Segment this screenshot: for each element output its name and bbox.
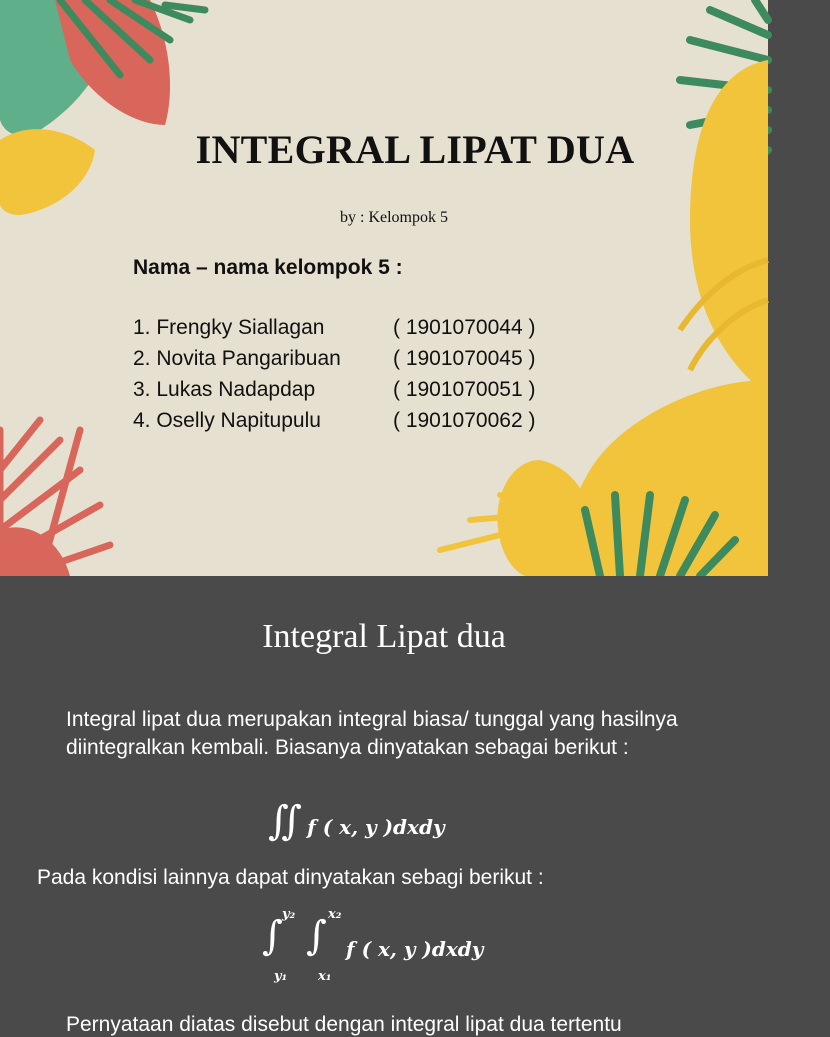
yellow-leaf-right xyxy=(690,60,768,395)
member-name: 3. Lukas Nadapdap xyxy=(133,378,316,401)
integrand-expression: f ( x, y )dxdy xyxy=(307,815,445,839)
outer-integral-sign: ∫ xyxy=(262,913,283,959)
member-item xyxy=(133,409,535,433)
outer-lower-limit: y₁ xyxy=(274,969,288,984)
closing-paragraph: Pernyataan diatas disebut dengan integral lipat dua tertentu xyxy=(66,1013,622,1036)
double-integral-equation xyxy=(268,798,445,844)
red-leaf-bottom-left xyxy=(0,527,70,576)
definite-double-integral-equation xyxy=(262,907,522,993)
member-nim: ( 1901070062 ) xyxy=(393,409,536,432)
content-slide xyxy=(0,576,768,1036)
author-group: by : Kelompok 5 xyxy=(340,209,448,226)
member-nim: ( 1901070045 ) xyxy=(393,347,536,370)
member-name: 2. Novita Pangaribuan xyxy=(133,347,341,370)
member-name: 1. Frengky Siallagan xyxy=(133,316,325,339)
inner-integral-sign: ∫ xyxy=(306,913,327,959)
inner-lower-limit: x₁ xyxy=(318,969,332,984)
slide-title: Integral Lipat dua xyxy=(262,618,506,655)
member-list-heading: Nama – nama kelompok 5 : xyxy=(133,256,403,279)
member-nim: ( 1901070044 ) xyxy=(393,316,536,339)
member-item xyxy=(133,347,535,371)
presentation-title: INTEGRAL LIPAT DUA xyxy=(195,127,635,172)
definition-paragraph: Integral lipat dua merupakan integral biasa/ tunggal yang hasilnya diintegralkan kembali. Biasanya dinyatakan sebagai berikut : xyxy=(66,708,678,759)
member-nim: ( 1901070051 ) xyxy=(393,378,536,401)
member-item xyxy=(133,316,535,340)
inner-upper-limit: x₂ xyxy=(328,907,342,922)
alternate-form-paragraph: Pada kondisi lainnya dapat dinyatakan sebagi berikut : xyxy=(37,866,544,889)
member-item xyxy=(133,378,535,402)
double-integral-sign: ∬ xyxy=(268,798,303,844)
member-name: 4. Oselly Napitupulu xyxy=(133,409,321,432)
integrand-expression: f ( x, y )dxdy xyxy=(346,937,484,961)
outer-upper-limit: y₂ xyxy=(282,907,296,922)
